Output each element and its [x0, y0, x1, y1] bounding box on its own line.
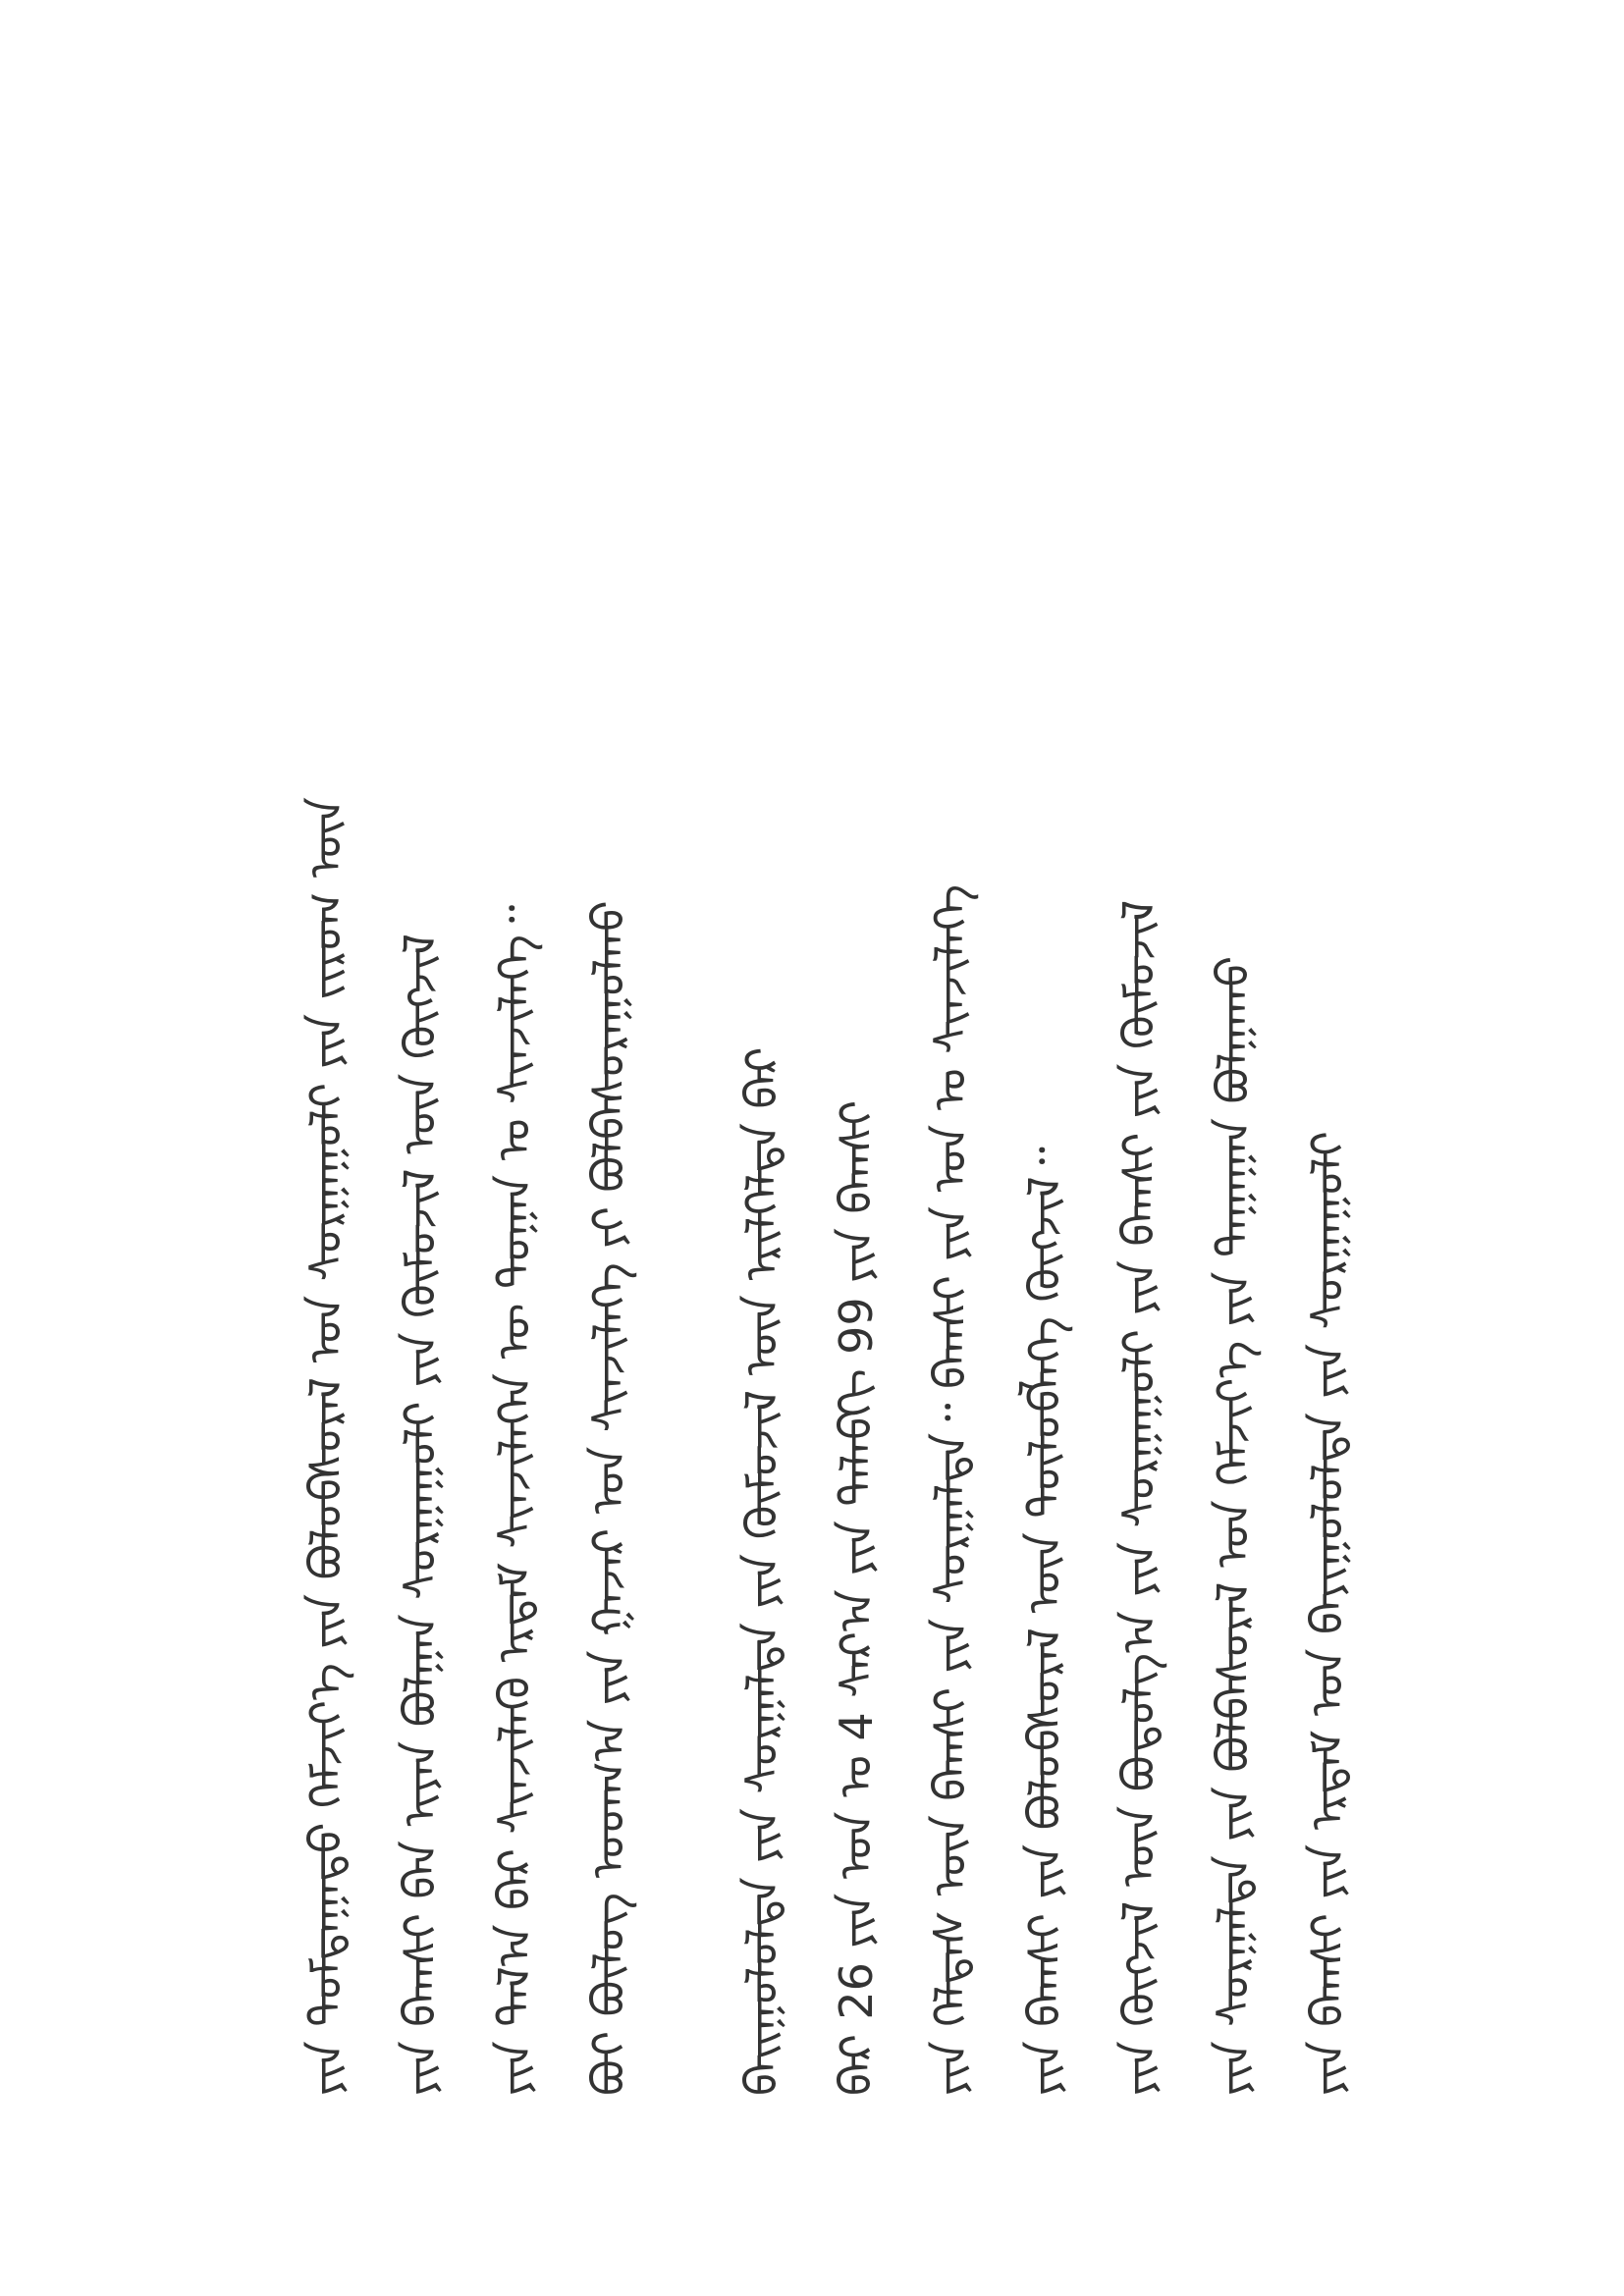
text-line: ᠶᠢᠨ ᠪᠠᠭᠰᠢ ᠪᠠᠨ ᠢᠶᠠᠨ ᠪᠤᠯᠭᠠᠨ ᠰᠤᠷᠭᠠᠭᠤᠯᠢ ᠶᠢᠨ ᠬᠦᠮᠦᠵᠢᠯ ᠦᠨ ᠬᠥᠭᠵᠢᠯ: [394, 934, 447, 2096]
text-line: ᠶᠢᠨ ᠬᠥᠭᠵᠢᠯ ᠦᠨ ᠪᠣᠳᠤᠯᠭ᠎ᠠ ᠶᠢᠨ ᠰᠤᠷᠭᠠᠭᠤᠯᠢ ᠶᠢᠨ ᠪᠠᠭᠰᠢ ᠶᠢᠨ ᠬᠦᠮᠦᠵᠢᠯ: [1112, 899, 1165, 2096]
text-line: ᠪᠤᠢ ᠪᠦᠯᠦᠭ ᠤᠳᠬ᠎ᠠ ᠶᠢᠨ ᠭᠠᠵᠠᠷ ᠤᠨ ᠰᠢᠨᠵᠢᠯᠡᠭᠡ ᠶᠢ ᠪᠣᠯᠪᠠᠰᠤᠷᠠᠭᠤᠯᠬᠤ: [582, 900, 635, 2096]
paragraph-gap: [656, 182, 715, 2096]
text-line: ᠶᠢᠨ ᠰᠤᠷᠭᠠᠯᠲᠠ ᠶᠢᠨ ᠪᠣᠯᠪᠠᠰᠤᠷᠠᠯ ᠤᠨ ᠬᠡᠮᠵᠢᠶ᠎ᠡ ᠶᠢᠨ ᠳᠠᠭᠠᠭᠠᠨ ᠪᠤᠯᠭᠠᠬᠤ: [1207, 956, 1260, 2096]
text-line: ᠶᠢᠨ ᠬᠡᠯᠲᠡᠰ ᠦᠨ ᠪᠠᠭᠰᠢ ᠶᠢᠨ ᠰᠤᠷᠭᠠᠯᠲᠠ᠃ ᠪᠠᠭᠰᠢ ᠶᠢᠨ ᠣᠨ ᠤ ᠰᠢᠨᠵᠢᠯᠡᠭᠡ: [924, 883, 977, 2096]
text-line: ᠶᠢᠨ ᠪᠠᠭᠰᠢ ᠶᠢᠨ ᠪᠣᠯᠤᠪᠰᠤᠷᠠᠯ ᠦᠨ ᠲᠥᠯᠥᠪᠯᠡᠭᠡ ᠬᠥᠭᠵᠢᠯ᠃: [1018, 1147, 1071, 2096]
text-line: ᠶᠢᠨ ᠪᠠᠭᠰᠢ ᠶᠢᠨ ᠡᠷᠳᠡᠮ ᠤᠨ ᠪᠠᠶᠢᠭᠤᠯᠤᠯᠲᠠ ᠶᠢᠨ ᠰᠤᠷᠭᠠᠭᠤᠯᠢ: [1301, 1131, 1354, 2096]
text-line: ᠶᠢᠨ ᠳᠤᠮᠳᠠᠭᠠᠳᠤ ᠬᠡᠮᠵᠢᠶ᠎ᠡ ᠶᠢᠨ ᠪᠣᠯᠤᠪᠰᠤᠷᠠᠯ ᠤᠨ ᠰᠤᠷᠭᠠᠭᠤᠯᠢ ᠶᠢᠨ ᠵᠢᠷᠤᠭ ᠦᠨ: [299, 797, 352, 2096]
mongolian-text-block: [265, 182, 1375, 2096]
text-line: ᠶᠢᠨ ᠲᠠᠯ᠎ᠠ ᠪᠠᠷ ᠰᠢᠨᠵᠢᠯᠡᠬᠦ ᠡᠷᠳᠡᠮ ᠰᠢᠨᠵᠢᠯᠡᠭᠡᠨ ᠦ ᠲᠣᠭᠠᠨ ᠤ ᠰᠢᠨᠵᠢᠯᠡᠭᠡ᠃: [488, 904, 541, 2096]
text-line: ᠪᠠᠢᠭᠤᠯᠤᠯᠲᠠ ᠶᠢᠨ ᠰᠤᠷᠭᠠᠯᠲᠠ ᠶᠢᠨ ᠬᠦᠮᠦᠵᠢᠯ ᠦᠨ ᠡᠷᠢᠯᠬᠡᠯᠳᠡ ᠪᠡᠷ: [735, 1046, 788, 2096]
text-line: ᠪᠠᠷ 26 ᠶᠢᠨ ᠣᠨ ᠤ 4 ᠰᠠᠷ᠎ᠠ ᠶᠢᠨ ᠲᠡᠯᠡᠪᠬᠢ 99 ᠶᠢᠨ ᠪᠠᠭᠰᠢ: [830, 1099, 883, 2096]
